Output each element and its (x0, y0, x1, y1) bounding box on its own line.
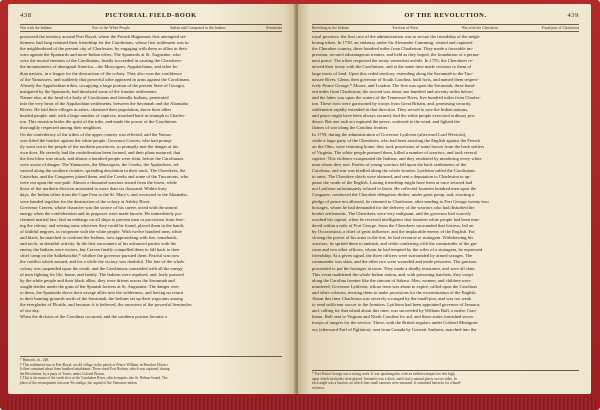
text-line: wars against the Spaniards and more Indian tribes. The Spaniards at St. Augustine, who (20, 52, 181, 58)
text-line: of our day. (20, 308, 40, 314)
text-line: closing the power of his arms to the fort, he had recourse to stratagem. Withdrawing his (312, 235, 474, 241)
right-page (298, 4, 591, 394)
text-line: to them, the Spaniards drove their savage allies into the wilderness, and having no return (20, 289, 184, 295)
text-line: Carolinas, and war was kindled along the whole frontier. Lyttleton called the Carolinians (312, 168, 476, 174)
text-line: the conflict which ensued, and for a while the victory was doubtful. The fate of the whole (20, 259, 185, 265)
left-page (8, 4, 296, 394)
text-line: ing the colony; and seizing arms wherever they could be found, placed them in the hands (20, 222, 184, 228)
left-subhead: Indian and Comprised in the Indians (170, 26, 226, 30)
text-line: dence. But one rash act ruptured the peace, scattered to the wind, and lighted the (312, 119, 460, 125)
text-line: nent peace. The tribes respected the treaty somewhat awhile. In 1755, the Cherokees re- (312, 58, 474, 64)
text-line: red miles from Charleston; the second was about one hundred and seventy miles below; (312, 88, 474, 94)
text-line: ton. These forts were garrisoned by troops from Great Britain, and, promising security, (312, 101, 472, 107)
text-line: On the confederacy of the tribes of the upper country was effected, and the Yamas- (20, 131, 173, 137)
text-line: and, calling for that island about this time, was succeeded by William Bull, a native Caro- (312, 308, 478, 314)
text-line: on the Ohio, were returning home, they took possession of some horses from the back settlers (312, 143, 485, 149)
text-line: ery (afterward Earl of Eglinton), sent from Canada by General Amherst, marched into the (312, 326, 477, 332)
text-line: troops of rangers for the service. These, with the British regulars under Colonel Montgom- (312, 320, 479, 326)
text-line: own door. He secretly had the confederation been formed, and their plans matured, that (20, 149, 181, 155)
text-line: and other colonies, inviting them to make provisions for the extermination of the English. (312, 289, 477, 295)
text-line: headed people; and, with a large number of captives, marched back in triumph to Charles- (20, 113, 186, 119)
text-line: pease the wrath of the English. Lasting friendship might have been at once secured had (312, 180, 473, 186)
text-line: dered within a mile of Fort George. Soon the Cherokees surrounded that fortress, led on (312, 222, 474, 228)
text-line: were banded together for the destruction of the colony at Ashley River. (20, 198, 151, 204)
text-line: About this time Charleston was severely scourged by the small-pox, and was too weak (312, 296, 472, 302)
text-line: proceeded to put the hostages in irons. They made a deadly resistance, and were all slain. (312, 265, 476, 271)
text-line: of the Yamassees, and suddenly that powerful tribe appeared in arms against the Carolinians. (20, 76, 191, 82)
text-line: tlement, had long retained their friendship for the Carolinians, whose first settlement was in (20, 40, 189, 46)
text-line: ton. This invasion broke the spirit of the tribe, and made the power of the Carolinians (20, 119, 177, 125)
text-line: the Cherokee country, three hundred miles from Charleston. They made a favorable im- (312, 46, 474, 52)
text-line: sought shelter under the guns of the Spanish fortress at St. Augustine. The danger over (20, 283, 179, 289)
right-body-text (312, 34, 579, 333)
text-line: newed their treaty with the Carolinians, and at the same time made cessions to them of (312, 64, 472, 70)
text-line: of faithful negroes, to cooperate with the white people. With twelve hundred men, white (20, 229, 182, 234)
left-subhead: War with the Indians (20, 26, 52, 30)
text-line: vanced along the southern frontier, spreading desolation in their track. The Cherokees, the (20, 168, 186, 174)
text-line: possessed the territory around Port Royal, where the French Huguenots first attempted set- (20, 34, 187, 39)
right-subhead: Fraud port of Charleston (541, 26, 579, 30)
right-subhead: War with the Cherokees (461, 26, 499, 30)
footnote-line: ‡ This is the name of the creek first of the Combahee River, which empties into St. Helena Sound. The (20, 376, 168, 381)
footnote-line: the Revolution, by a party of Tories, under Colonel Brown. (20, 371, 105, 376)
footnote-line: † This settlement was at Port-Royal, on old village in the parish of Prince William, in Beaufort District. (20, 362, 169, 367)
text-line: the first blow was struck, and almost a hundred people were slain, before the Carolinians (20, 155, 184, 161)
text-line: commander was slain, and the other two were wounded and made prisoners. The garrison (312, 259, 477, 265)
page-edges (4, 396, 596, 410)
text-line: claimed martial law; laid an embargo on all ships to prevent men or provisions from leav- (20, 216, 185, 222)
footnote-line: place of the encampment was near Pocotaligo, the capital of the Yamassee nation. (20, 380, 138, 385)
text-line: along the Carolina frontier like the simoon of Sahara. Men, women, and children were (312, 277, 471, 283)
text-line: When the division of the Carolinas occurred, and the southern portion became a (20, 314, 167, 320)
text-line: instigated by the Spaniards, had desolated some of the frontier settlements. (20, 88, 158, 94)
left-body-text (20, 34, 282, 320)
right-running-title: OF THE REVOLUTION. (404, 12, 487, 19)
text-line: border settlements. The Cherokees were very indignant, and the governor had scarcely (312, 210, 471, 216)
text-line: reached his capital, when he received intelligence that fourteen white people had been mur- (312, 216, 481, 222)
footnote-line: red men. (312, 385, 325, 390)
left-subhead: Seminoles (266, 26, 282, 30)
text-line: Rivers. He laid their villages in ashes, chastised their population, drove their allies (20, 107, 172, 113)
text-line: those of the northern division amounted to more than six thousand. Within forty (20, 186, 167, 192)
footnote-line: * Bancroft, iii., 248. (20, 358, 50, 362)
text-line: boring tribes. In 1730, an embassy under Sir Alexander Cumming, visited and captured (312, 40, 473, 46)
text-line: ively Prince George,* Moore, and Loudon. The first was upon the Savannah, three hund- (312, 82, 476, 88)
text-line: to arms. The Cherokee chiefs were alarmed, and sent a deputation to Charleston to ap- (312, 174, 471, 180)
text-line: and torch, in dreadful activity. In the first encounters of his advanced parties with the (20, 241, 177, 247)
text-line: pression, secured advantageous treaties, and held as they hoped, the foundation of a perma- (312, 52, 480, 58)
text-line: of men fighting for life, home, and family. The Indians were repulsed, and, hotly pursued (20, 271, 184, 277)
text-line: hostages, whom he had demanded for the delivery of the warriors who had disturbed the (312, 204, 475, 210)
text-line: Nature also, at the head of a body of Carolinians and friendly Indians, penetrated (20, 94, 169, 100)
text-line: In 1759, during the administration of Governor Lyttleton (afterward Lord Westcott), (312, 131, 467, 137)
text-line: Governor Craven, whose character was the source of his career, acted with the utmost (20, 204, 178, 210)
text-line: royal province, the first care of the administration was to secure the friendship of the neigh- (312, 34, 481, 39)
text-line: the neighborhood of the present city of Charleston, by engaging with them as allies in their (20, 46, 188, 52)
text-line: thoroughly respected among their neighbors. (20, 125, 103, 131)
text-line: were aware of danger. The Yamassees, the Muscogees, the Creeks, the Apalachees, ad- (20, 161, 180, 167)
footnote-line: upon which stockades were placed. Around it was a ditch, and it had a natural glacis on two sides. In (312, 376, 457, 381)
text-line: pledge of peace not allowed, he returned to Charleston, after sending to Fort George twenty-two (312, 198, 489, 204)
text-line: while a large party of the Cherokees, who had been assisting the English against the French (312, 137, 481, 143)
text-line: warriors, he sprited them to ambush, and while conferring with the commander of the gar- (312, 241, 478, 247)
text-line: of Virginia. The white people pursued them, killed a number of warriors, and took several (312, 149, 477, 155)
text-line: were the mortal enemies of the Carolinians, finally succeeded in causing the Cherokees- (20, 58, 183, 64)
text-line: by Occonostota, a chief of great influence, and the implacable enemy of the English. For (312, 229, 475, 234)
text-line: to send sufficient succor to the frontiers. Lyttleton had been appointed governor of Jamaica, (312, 302, 481, 308)
text-line: the everglades of Florida, and became, it is believed, the ancestors of the powerful Seminoles (20, 302, 192, 308)
footnote-line: * Fort Prince George was a strong work. It was quadrangular, with an earthen rampart ten feet high, (312, 372, 456, 376)
text-line: dian nations, in a league for the destruction of the colony. They also won the confidence (20, 70, 182, 76)
text-line: Already the Appalachian tribes, occupying a large portion of the present State of Georgia, (20, 82, 185, 88)
text-line: friendship. At a given signal, the three officers were surrounded by armed savages. The (312, 253, 473, 259)
text-line: not Lyttleton unfortunately refused to listen. He collected fourteen hundred men upon the (312, 186, 477, 192)
text-line: by the white people and their black allies, they were driven across the Savannah and (20, 277, 175, 283)
text-line: rison and two other officers, whom he had tempted by the wiles of a stratagem, be expressed (312, 247, 483, 253)
left-subhead: Fort of the White People (92, 26, 130, 30)
right-subhead: Erection of Forts (392, 26, 419, 30)
text-line: chief camp on the Salkehatchie,* whither the governor pursued them. Fearful was now (20, 253, 180, 259)
text-line: nassee River, Glenn, then governor of South Carolina, built forts, and named them respect- (312, 76, 480, 82)
text-line: and the latter was upon the waters of the Tennessee River, five hundred miles from Charles- (312, 94, 481, 100)
left-running-title: PICTORIAL FIELD-BOOK (105, 12, 197, 19)
text-line: linian. Bull sent to Virginia and North Carolina for aid, and these states furnished seven (312, 314, 473, 320)
text-line: and black, he marched to confront the Indians, now approaching with fire, tomahawk, (20, 235, 178, 241)
left-footnotes (20, 356, 282, 386)
text-line: were out upon the war-path. Almost a thousand warriors issued from the forest, while (20, 180, 177, 186)
text-line: tly went out to the people of the northern provinces, so promptly met the danger at his (20, 143, 179, 149)
text-line: captive. This violence exasperated the Indians, and they retaliated by murdering every white (312, 155, 482, 161)
footnote-line: It then contained about three hundred inhabitants. There stood Fort Rodney, which was captured, during (20, 367, 170, 372)
text-line: and peace might have been always secured, had the white people exercised ordinary pru- (312, 113, 476, 119)
text-line: man whom they met. Parties of young warriors fell upon the back settlements of the (312, 161, 467, 167)
text-line: Catawbas, and the Congarees joined them, and the Creeks and some of the Tuscaroras, who (20, 174, 189, 180)
text-line: flames of war along the Carolina frontier. (312, 125, 389, 131)
left-subheads (20, 24, 282, 32)
right-page-number: 439 (567, 12, 579, 19)
right-subheads (312, 24, 579, 32)
text-line: to their hunting-grounds north of the Savannah, the Indians set up their wigwams among (20, 296, 183, 302)
text-line: large tracts of land. Upon this ceded territory, extending along the Savannah to the Tuo- (312, 70, 474, 76)
left-page-number: 438 (20, 12, 32, 19)
text-line: murdered; Governor Lyttleton, whose term was about to expire, called upon the Carolinas (312, 283, 478, 289)
right-subhead: Ravishing in the Indians (312, 26, 350, 30)
footnote-line: each angle was a bastion, on which four small cannons were mounted. It contained barracks for a hund- (312, 381, 461, 386)
text-line: into the very heart of the Appalachian settlements, between the Savannah and the Altamaha (20, 101, 188, 107)
text-line: Congaree, conducted the Cherokee delegation thither, under great pomp, and, exacting a (312, 192, 475, 198)
text-line: This event maddened the whole Indian nation, and, with poisoning hatchets, they swept (312, 271, 473, 277)
text-line: sees lifted the hatchet against the white people. Governor Craven, who had promp- (20, 137, 173, 143)
text-line: enemy the Indians were victors, but Craven finally compelled them to fall back to their (20, 247, 180, 253)
text-line: days, the Indian tribes from the Cape Fear to the St. Mary's, and westward to the Altamaha, (20, 192, 188, 198)
right-footnotes (312, 370, 579, 390)
text-line: colony was suspended upon the result, and the Carolinians contended with all the energy (20, 265, 183, 271)
text-line: energy when the confederation and its purposes were made known. He immediately pro- (20, 210, 183, 216)
text-line: settlements rapidly extended in that direction. They served to awe the Indian nations, (312, 107, 469, 113)
text-line: the mountaineers of aboriginal America—the Muscogees, Appalachians, and other In- (20, 64, 179, 70)
